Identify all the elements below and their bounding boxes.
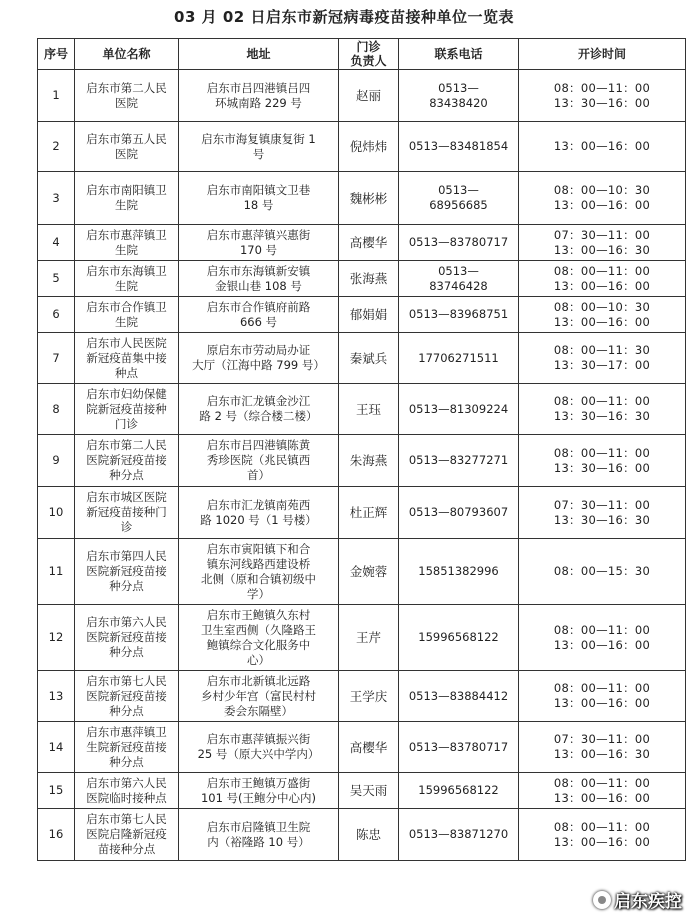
address: 启东市汇龙镇南苑西 路 1020 号（1 号楼） xyxy=(179,487,339,539)
person-in-charge: 王芹 xyxy=(339,605,399,671)
watermark-text: 启东疾控 xyxy=(614,892,682,912)
opening-hours: 08：00—11：30 13：30—17：00 xyxy=(519,333,686,384)
unit-name: 启东市妇幼保健 院新冠疫苗接种 门诊 xyxy=(75,384,179,435)
unit-name: 启东市第六人民 医院临时接种点 xyxy=(75,773,179,809)
phone: 0513—83871270 xyxy=(399,809,519,861)
table-header-row xyxy=(38,39,686,70)
phone: 0513—83780717 xyxy=(399,722,519,773)
table-row xyxy=(38,384,686,435)
address: 启东市惠萍镇振兴街 25 号（原大兴中学内） xyxy=(179,722,339,773)
phone: 0513—83780717 xyxy=(399,225,519,261)
phone: 15996568122 xyxy=(399,773,519,809)
phone: 0513—83277271 xyxy=(399,435,519,487)
person-in-charge: 秦斌兵 xyxy=(339,333,399,384)
row-number: 14 xyxy=(38,722,75,773)
opening-hours: 07：30—11：00 13：30—16：30 xyxy=(519,487,686,539)
person-in-charge: 高樱华 xyxy=(339,225,399,261)
opening-hours: 08：00—11：00 13：00—16：00 xyxy=(519,773,686,809)
address: 启东市合作镇府前路 666 号 xyxy=(179,297,339,333)
row-number: 9 xyxy=(38,435,75,487)
table-row xyxy=(38,487,686,539)
unit-name: 启东市第四人民 医院新冠疫苗接 种分点 xyxy=(75,539,179,605)
wechat-logo-icon xyxy=(593,891,611,909)
person-in-charge: 杜正辉 xyxy=(339,487,399,539)
phone: 0513—83481854 xyxy=(399,122,519,172)
unit-name: 启东市第五人民 医院 xyxy=(75,122,179,172)
address: 原启东市劳动局办证 大厅（江海中路 799 号） xyxy=(179,333,339,384)
table-row xyxy=(38,539,686,605)
person-in-charge: 赵丽 xyxy=(339,70,399,122)
row-number: 4 xyxy=(38,225,75,261)
table-row xyxy=(38,671,686,722)
row-number: 8 xyxy=(38,384,75,435)
phone: 0513— 68956685 xyxy=(399,172,519,225)
opening-hours: 07：30—11：00 13：00—16：30 xyxy=(519,722,686,773)
unit-name: 启东市惠萍镇卫 生院新冠疫苗接 种分点 xyxy=(75,722,179,773)
person-in-charge: 金婉蓉 xyxy=(339,539,399,605)
table-body xyxy=(38,70,686,861)
table-row xyxy=(38,172,686,225)
person-in-charge: 王珏 xyxy=(339,384,399,435)
phone: 0513—80793607 xyxy=(399,487,519,539)
unit-name: 启东市人民医院 新冠疫苗集中接 种点 xyxy=(75,333,179,384)
table-row xyxy=(38,122,686,172)
unit-name: 启东市城区医院 新冠疫苗接种门 诊 xyxy=(75,487,179,539)
person-in-charge: 朱海燕 xyxy=(339,435,399,487)
opening-hours: 08：00—10：30 13：00—16：00 xyxy=(519,297,686,333)
opening-hours: 08：00—11：00 13：00—16：00 xyxy=(519,809,686,861)
header-phone: 联系电话 xyxy=(399,39,519,70)
phone: 0513— 83438420 xyxy=(399,70,519,122)
unit-name: 启东市惠萍镇卫 生院 xyxy=(75,225,179,261)
phone: 15851382996 xyxy=(399,539,519,605)
table-row xyxy=(38,70,686,122)
table-row xyxy=(38,809,686,861)
address: 启东市南阳镇文卫巷 18 号 xyxy=(179,172,339,225)
table-row xyxy=(38,225,686,261)
phone: 0513—83968751 xyxy=(399,297,519,333)
address: 启东市东海镇新安镇 金银山巷 108 号 xyxy=(179,261,339,297)
table-row xyxy=(38,435,686,487)
row-number: 10 xyxy=(38,487,75,539)
row-number: 7 xyxy=(38,333,75,384)
row-number: 12 xyxy=(38,605,75,671)
unit-name: 启东市第七人民 医院新冠疫苗接 种分点 xyxy=(75,671,179,722)
unit-name: 启东市第七人民 医院启隆新冠疫 苗接种分点 xyxy=(75,809,179,861)
page-title: 03 月 02 日启东市新冠病毒疫苗接种单位一览表 xyxy=(174,8,514,26)
row-number: 11 xyxy=(38,539,75,605)
row-number: 16 xyxy=(38,809,75,861)
opening-hours: 08：00—11：00 13：00—16：00 xyxy=(519,671,686,722)
address: 启东市王鲍镇万盛街 101 号(王鲍分中心内) xyxy=(179,773,339,809)
row-number: 13 xyxy=(38,671,75,722)
address: 启东市王鲍镇久东村 卫生室西侧（久隆路王 鲍镇综合文化服务中 心） xyxy=(179,605,339,671)
opening-hours: 08：00—11：00 13：30—16：30 xyxy=(519,384,686,435)
address: 启东市惠萍镇兴惠街 170 号 xyxy=(179,225,339,261)
opening-hours: 08：00—11：00 13：00—16：00 xyxy=(519,605,686,671)
header-unit-name: 单位名称 xyxy=(75,39,179,70)
opening-hours: 08：00—11：00 13：00—16：00 xyxy=(519,261,686,297)
unit-name: 启东市东海镇卫 生院 xyxy=(75,261,179,297)
phone: 15996568122 xyxy=(399,605,519,671)
row-number: 15 xyxy=(38,773,75,809)
opening-hours: 08：00—11：00 13：30—16：00 xyxy=(519,435,686,487)
header-address: 地址 xyxy=(179,39,339,70)
unit-name: 启东市合作镇卫 生院 xyxy=(75,297,179,333)
address: 启东市启隆镇卫生院 内（裕隆路 10 号） xyxy=(179,809,339,861)
row-number: 2 xyxy=(38,122,75,172)
header-person-in-charge: 门诊 负责人 xyxy=(339,39,399,70)
person-in-charge: 郁娟娟 xyxy=(339,297,399,333)
person-in-charge: 陈忠 xyxy=(339,809,399,861)
table-row xyxy=(38,773,686,809)
phone: 0513—83884412 xyxy=(399,671,519,722)
table-row xyxy=(38,605,686,671)
person-in-charge: 张海燕 xyxy=(339,261,399,297)
opening-hours: 13：00—16：00 xyxy=(519,122,686,172)
person-in-charge: 魏彬彬 xyxy=(339,172,399,225)
row-number: 6 xyxy=(38,297,75,333)
table-row xyxy=(38,261,686,297)
address: 启东市吕四港镇陈黄 秀珍医院（兆民镇西 首） xyxy=(179,435,339,487)
row-number: 5 xyxy=(38,261,75,297)
address: 启东市汇龙镇金沙江 路 2 号（综合楼二楼） xyxy=(179,384,339,435)
person-in-charge: 倪炜炜 xyxy=(339,122,399,172)
table-row xyxy=(38,333,686,384)
phone: 17706271511 xyxy=(399,333,519,384)
table-row xyxy=(38,722,686,773)
phone: 0513—81309224 xyxy=(399,384,519,435)
unit-name: 启东市第六人民 医院新冠疫苗接 种分点 xyxy=(75,605,179,671)
address: 启东市海复镇康复街 1 号 xyxy=(179,122,339,172)
row-number: 1 xyxy=(38,70,75,122)
row-number: 3 xyxy=(38,172,75,225)
address: 启东市吕四港镇吕四 环城南路 229 号 xyxy=(179,70,339,122)
opening-hours: 07：30—11：00 13：00—16：30 xyxy=(519,225,686,261)
person-in-charge: 吴天雨 xyxy=(339,773,399,809)
watermark xyxy=(593,887,682,912)
unit-name: 启东市第二人民 医院新冠疫苗接 种分点 xyxy=(75,435,179,487)
opening-hours: 08：00—11：00 13：30—16：00 xyxy=(519,70,686,122)
vaccination-sites-table xyxy=(37,38,686,861)
opening-hours: 08：00—15：30 xyxy=(519,539,686,605)
person-in-charge: 王学庆 xyxy=(339,671,399,722)
opening-hours: 08：00—10：30 13：00—16：00 xyxy=(519,172,686,225)
address: 启东市寅阳镇下和合 镇东河线路西建设桥 北侧（原和合镇初级中 学） xyxy=(179,539,339,605)
header-no: 序号 xyxy=(38,39,75,70)
address: 启东市北新镇北远路 乡村少年宫（富民村村 委会东隔壁） xyxy=(179,671,339,722)
unit-name: 启东市南阳镇卫 生院 xyxy=(75,172,179,225)
phone: 0513— 83746428 xyxy=(399,261,519,297)
person-in-charge: 高樱华 xyxy=(339,722,399,773)
unit-name: 启东市第二人民 医院 xyxy=(75,70,179,122)
header-hours: 开诊时间 xyxy=(519,39,686,70)
table-row xyxy=(38,297,686,333)
